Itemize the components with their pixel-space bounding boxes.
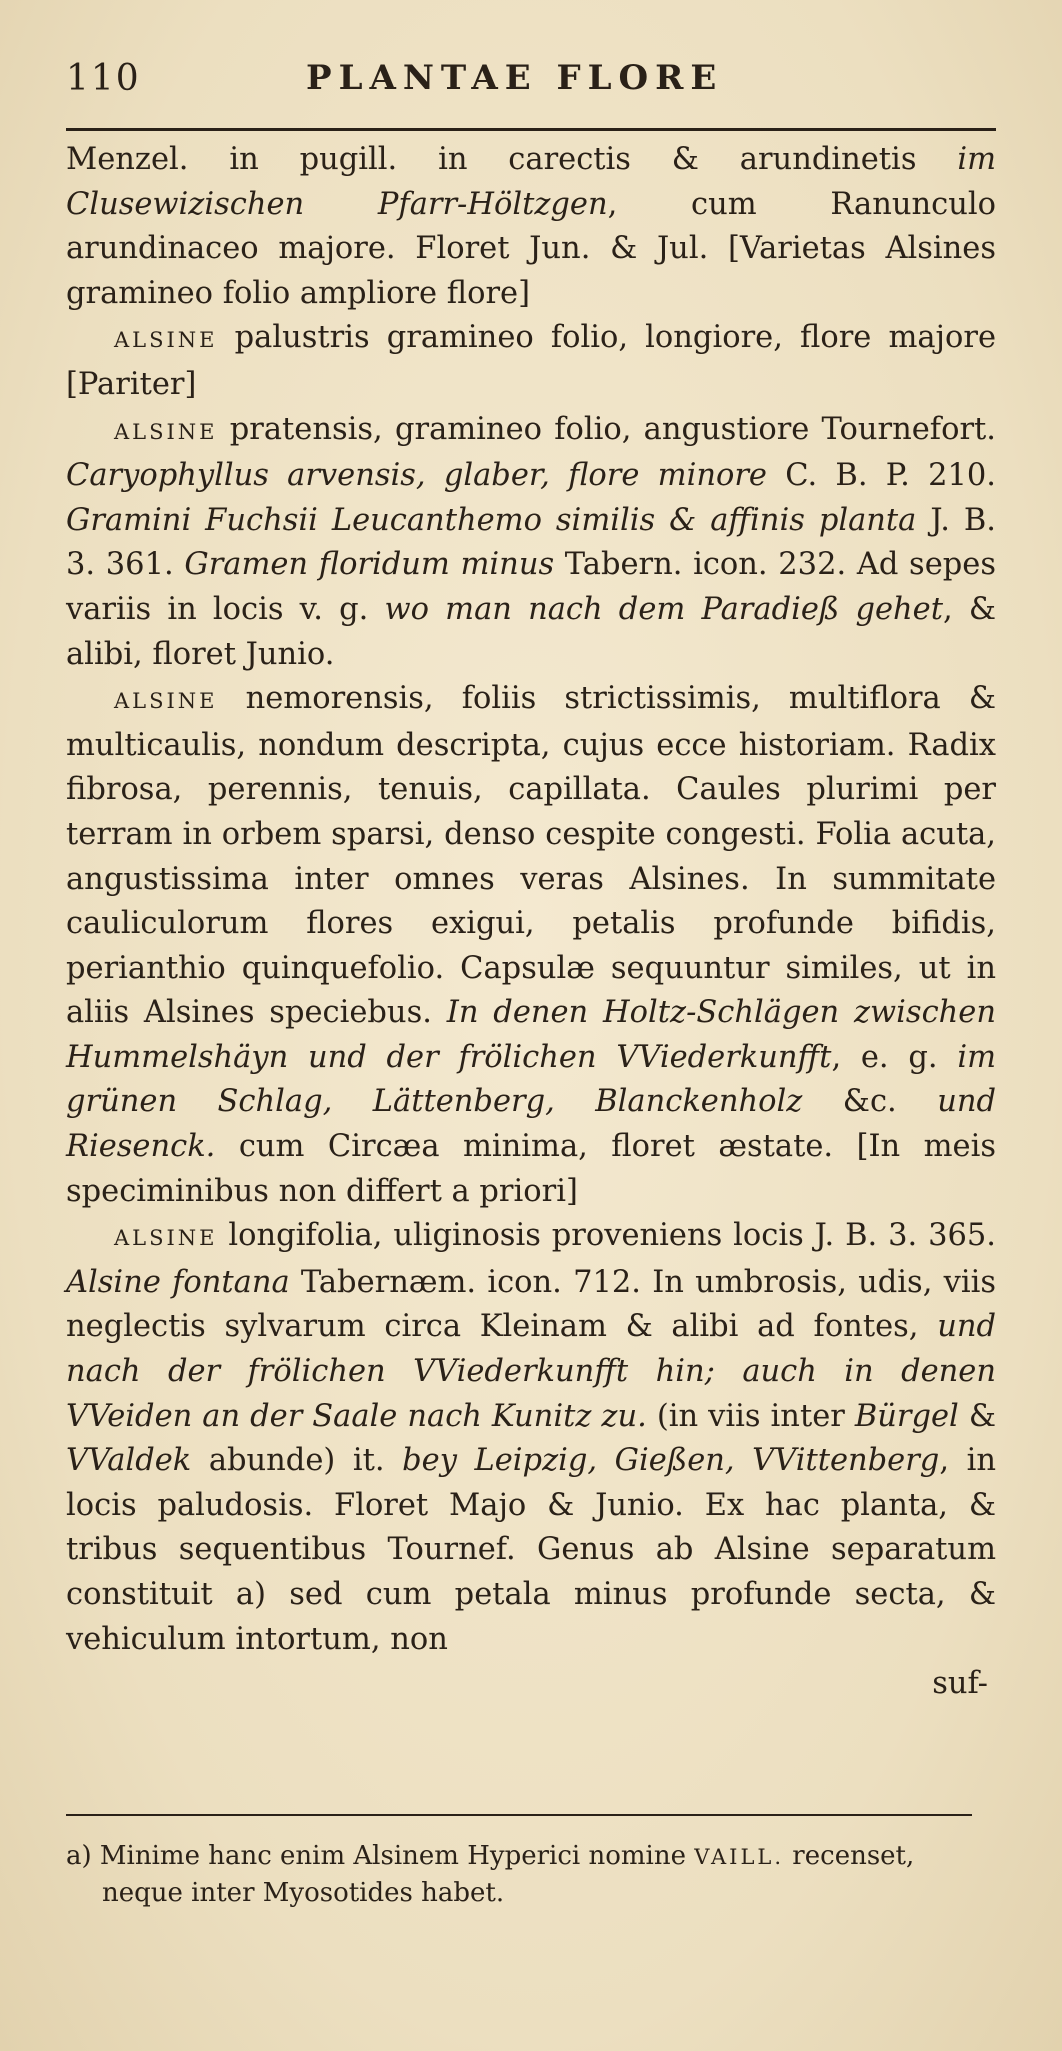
text-run: , cum Ranunculo arundinaceo majore. Floret Jun. & Jul. [Varietas Alsines gramineo folio ampliore flore] (66, 186, 996, 311)
small-caps-text: ALSINE (114, 689, 218, 714)
text-run: J. B. 3. 361. (66, 502, 996, 583)
text-run: abunde) it. (191, 1443, 403, 1479)
italic-text: Gramen floridum minus (184, 547, 555, 583)
footnote-marker: a) (66, 1841, 92, 1871)
catchword: suf- (932, 1666, 988, 1702)
paragraph (66, 408, 996, 678)
text-run: nemorensis, foliis strictissimis, multiflora & multicaulis, nondum descripta, cujus ecce historiam. Radix fibrosa, perennis, tenuis, capillata. Caules plurimi per terram in orbem sparsi, denso cespite congesti. Folia acuta, angustissima inter omnes veras Alsines. In summitate cauliculorum flores exigui, petalis profunde bifidis, perianthio quinquefolio. Capsulæ sequuntur similes, ut in aliis Alsines speciebus. (66, 681, 996, 1031)
italic-text: Caryophyllus arvensis, glaber, flore minore (66, 458, 767, 494)
text-run: recenset, neque inter Myosotides habet. (102, 1841, 915, 1908)
italic-text: im grünen Schlag, Lättenberg, Blanckenholz (66, 1039, 996, 1120)
italic-text: im Clusewizischen Pfarr-Höltzgen (66, 142, 996, 222)
italic-text: wo man nach dem Paradieß gehet (384, 591, 943, 627)
page-header (66, 58, 996, 118)
small-caps-text: ALSINE (114, 1226, 218, 1251)
italic-text: und Riesenck. (66, 1084, 996, 1165)
paragraph (66, 316, 996, 407)
italic-text: Bürgel (854, 1398, 959, 1434)
footnote-rule (66, 1814, 972, 1816)
italic-text: und nach der frölichen VViederkunfft hin; auch in denen VVeiden an der Saale nach Kunitz zu. (66, 1309, 996, 1434)
page-number: 110 (66, 58, 141, 99)
text-run: cum Circæa minima, floret æstate. [In meis speciminibus non differt a priori] (66, 1129, 996, 1209)
text-run: , & alibi, floret Junio. (66, 591, 996, 672)
text-run: , e. g. (831, 1039, 958, 1075)
text-run: palustris gramineo folio, longiore, flore majore [Pariter] (66, 320, 996, 402)
italic-text: bey Leipzig, Gießen, VVittenberg (402, 1443, 940, 1479)
text-run: Menzel. in pugill. in carectis & arundinetis (66, 142, 958, 177)
text-run: Tabernæm. icon. 712. In umbrosis, udis, viis neglectis sylvarum circa Kleinam & alibi ad fontes, (66, 1264, 997, 1345)
footnote (66, 1838, 996, 1911)
header-rule (66, 128, 996, 131)
italic-text: Alsine fontana (66, 1264, 290, 1300)
text-run: longifolia, uliginosis proveniens locis J. B. 3. 365. (217, 1218, 996, 1254)
paragraph (66, 1214, 996, 1662)
italic-text: Gramini Fuchsii Leucanthemo similis & affinis planta (66, 502, 917, 538)
footnote-text (66, 1838, 996, 1911)
small-caps-text: ALSINE (114, 419, 218, 444)
text-run: , in locis paludosis. Floret Majo & Junio. Ex hac planta, & tribus sequentibus Tournef. Genus ab Alsine separatum constituit a) sed cum petala minus profunde secta, & vehiculum intortum, non (66, 1443, 997, 1657)
text-run: (in viis inter (646, 1398, 855, 1434)
text-run: C. B. P. 210. (766, 458, 996, 494)
text-run: & (958, 1398, 996, 1434)
text-run: Minime hanc enim Alsinem Hyperici nomine (99, 1841, 695, 1871)
text-run: Tabern. icon. 232. Ad sepes variis in locis v. g. (66, 547, 996, 627)
small-caps-text: ALSINE (114, 328, 218, 353)
running-title: PLANTAE FLORE (306, 58, 724, 98)
italic-text: In denen Holtz-Schlägen zwischen Hummelshäyn und der frölichen VViederkunfft (66, 995, 996, 1075)
italic-text: VValdek (66, 1443, 192, 1479)
text-run: &c. (802, 1084, 938, 1120)
paragraph (66, 138, 996, 316)
paragraph (66, 677, 996, 1214)
main-text (66, 138, 996, 1707)
small-caps-text: VAILL. (694, 1845, 785, 1869)
text-run: pratensis, gramineo folio, angustiore Tournefort. (217, 411, 996, 447)
